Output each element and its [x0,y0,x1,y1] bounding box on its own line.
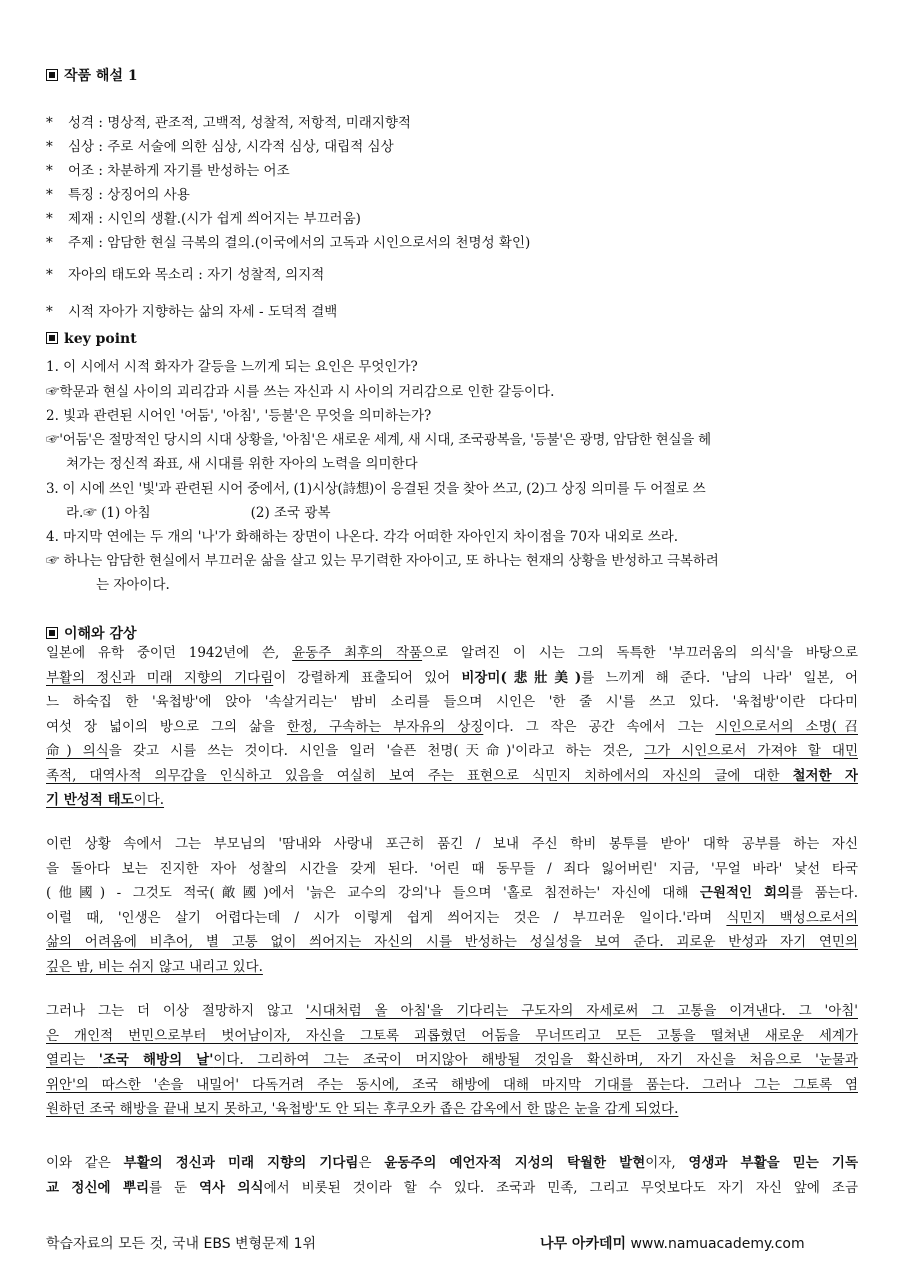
answer: ☞'어둠'은 절망적인 당시의 시대 상황을, '아침'은 새로운 세계, 새 시대, 조국광복을, '등불'은 광명, 암담한 현실을 헤 [46,432,711,448]
question: 1. 이 시에서 시적 화자가 갈등을 느끼게 되는 요인은 무엇인가? [46,359,418,375]
answer: 쳐가는 정신적 좌표, 새 시대를 위한 자아의 노력을 의미한다 [66,456,418,472]
paragraph-1: 일본에 유학 중이던 1942년에 쓴, 윤동주 최후의 작품으로 알려진 이 시는 그의 독특한 '부끄러움의 의식'을 바탕으로 부활의 정신과 미래 지향의 기다림이 강렬하게 표출되어 있어 비장미(悲壯美)를 느끼게 해 준다. '남의 나라' 일본, 어 느 하숙집 한 '육첩방'에 앉아 '속살거리는' 밤비 소리를 들으며 시인은 '한 줄 시'를 쓰고 있다. '육첩방'이란 다다미 여섯 장 넓이의 방으로 그의 삶을 한정, 구속하는 부자유의 상징이다. 그 작은 공간 속에서 그는 시인으로서의 소명(召 命) 의식을 갖고 시를 쓰는 것이다. 시인을 일러 '슬픈 천명(天命)'이라고 하는 것은, 그가 시인으로서 가져야 할 대민 족적, 대역사적 의무감을 인식하고 있음을 여실히 보여 주는 표현으로 식민지 치하에서의 자신의 글에 대한 철저한 자 기 반성적 태도이다. [46,645,858,808]
list-item: * 제재 : 시인의 생활.(시가 쉽게 씌어지는 부끄러움) [46,211,361,227]
section-heading-appreciation: 이해와 감상 [46,623,137,643]
paragraph-4: 이와 같은 부활의 정신과 미래 지향의 기다림은 윤동주의 예언자적 지성의 탁월한 발현이자, 영생과 부활을 믿는 기독 교 정신에 뿌리를 둔 역사 의식에서 비롯된 것이라 할 수 있다. 조국과 민족, 그리고 무엇보다도 자기 자신 앞에 조금 [46,1155,858,1196]
question: 4. 마지막 연에는 두 개의 '나'가 화해하는 장면이 나온다. 각각 어떠한 자아인지 차이점을 70자 내외로 쓰라. [46,529,679,545]
answer: ☞학문과 현실 사이의 괴리감과 시를 쓰는 자신과 시 사이의 거리감으로 인한 갈등이다. [46,384,555,400]
brand-name: 나무 아카데미 [540,1236,627,1252]
paragraph-3: 그러나 그는 더 이상 절망하지 않고 '시대처럼 올 아침'을 기다리는 구도자의 자세로써 그 고통을 이겨낸다. 그 '아침' 은 개인적 번민으로부터 벗어남이자, 자신을 그토록 괴롭혔던 어둠을 무너뜨리고 모든 고통을 떨쳐낸 새로운 세계가 열리는 '조국 해방의 날'이다. 그리하여 그는 조국이 머지않아 해방될 것임을 확신하며, 자기 자신을 처음으로 '눈물과 위안'의 따스한 '손을 내밀어' 다독거려 주는 동시에, 조국 해방에 대해 마지막 기대를 품는다. 그러나 그는 그토록 염 원하던 조국 해방을 끝내 보지 못하고, '육첩방'도 안 되는 후쿠오카 좁은 감옥에서 한 많은 눈을 감게 되었다. [46,1003,858,1117]
question: 3. 이 시에 쓰인 '빛'과 관련된 시어 중에서, (1)시상(詩想)이 응결된 것을 찾아 쓰고, (2)그 상징 의미를 두 어절로 쓰 [46,481,706,497]
checkbox-square-icon [46,332,58,344]
list-item: * 어조 : 차분하게 자기를 반성하는 어조 [46,163,290,179]
footer-brand [540,1233,805,1253]
list-item: * 심상 : 주로 서술에 의한 심상, 시각적 심상, 대립적 심상 [46,139,394,155]
brand-url: www.namuacademy.com [626,1236,805,1252]
answer: 라.☞ (1) 아침 (2) 조국 광복 [66,505,331,521]
checkbox-square-icon [46,69,58,81]
checkbox-square-icon [46,627,58,639]
answer: 는 자아이다. [96,577,170,593]
section-heading-keypoint: key point [46,331,137,347]
question: 2. 빛과 관련된 시어인 '어둠', '아침', '등불'은 무엇을 의미하는가? [46,408,432,424]
list-item: * 특징 : 상징어의 사용 [46,187,190,203]
list-item: * 자아의 태도와 목소리 : 자기 성찰적, 의지적 [46,267,325,283]
list-item: * 시적 자아가 지향하는 삶의 자세 - 도덕적 결백 [46,304,338,320]
answer: ☞ 하나는 암담한 현실에서 부끄러운 삶을 살고 있는 무기력한 자아이고, 또 하나는 현재의 상황을 반성하고 극복하려 [46,553,719,569]
paragraph-2: 이런 상황 속에서 그는 부모님의 '땀내와 사랑내 포근히 품긴 / 보내 주신 학비 봉투를 받아' 대학 공부를 하는 자신 을 돌아다 보는 진지한 자아 성찰의 시간을 갖게 된다. '어린 때 동무들 / 죄다 잃어버린' 지금, '무얼 바라' 낯선 타국 (他國) - 그것도 적국(敵國)에서 '늙은 교수의 강의'나 들으며 '홀로 침전하는' 자신에 대해 근원적인 회의를 품는다. 이럴 때, '인생은 살기 어렵다는데 / 시가 이렇게 쉽게 씌어지는 것은 / 부끄러운 일이다.'라며 식민지 백성으로서의 삶의 어려움에 비추어, 별 고통 없이 씌어지는 자신의 시를 반성하는 성실성을 보여 준다. 괴로운 반성과 자기 연민의 깊은 밤, 비는 쉬지 않고 내리고 있다. [46,836,858,975]
list-item: * 주제 : 암담한 현실 극복의 결의.(이국에서의 고독과 시인으로서의 천명성 확인) [46,235,531,251]
footer-slogan: 학습자료의 모든 것, 국내 EBS 변형문제 1위 [46,1236,317,1252]
list-item: * 성격 : 명상적, 관조적, 고백적, 성찰적, 저항적, 미래지향적 [46,115,411,131]
section-heading-analysis: 작품 해설 1 [46,65,138,85]
